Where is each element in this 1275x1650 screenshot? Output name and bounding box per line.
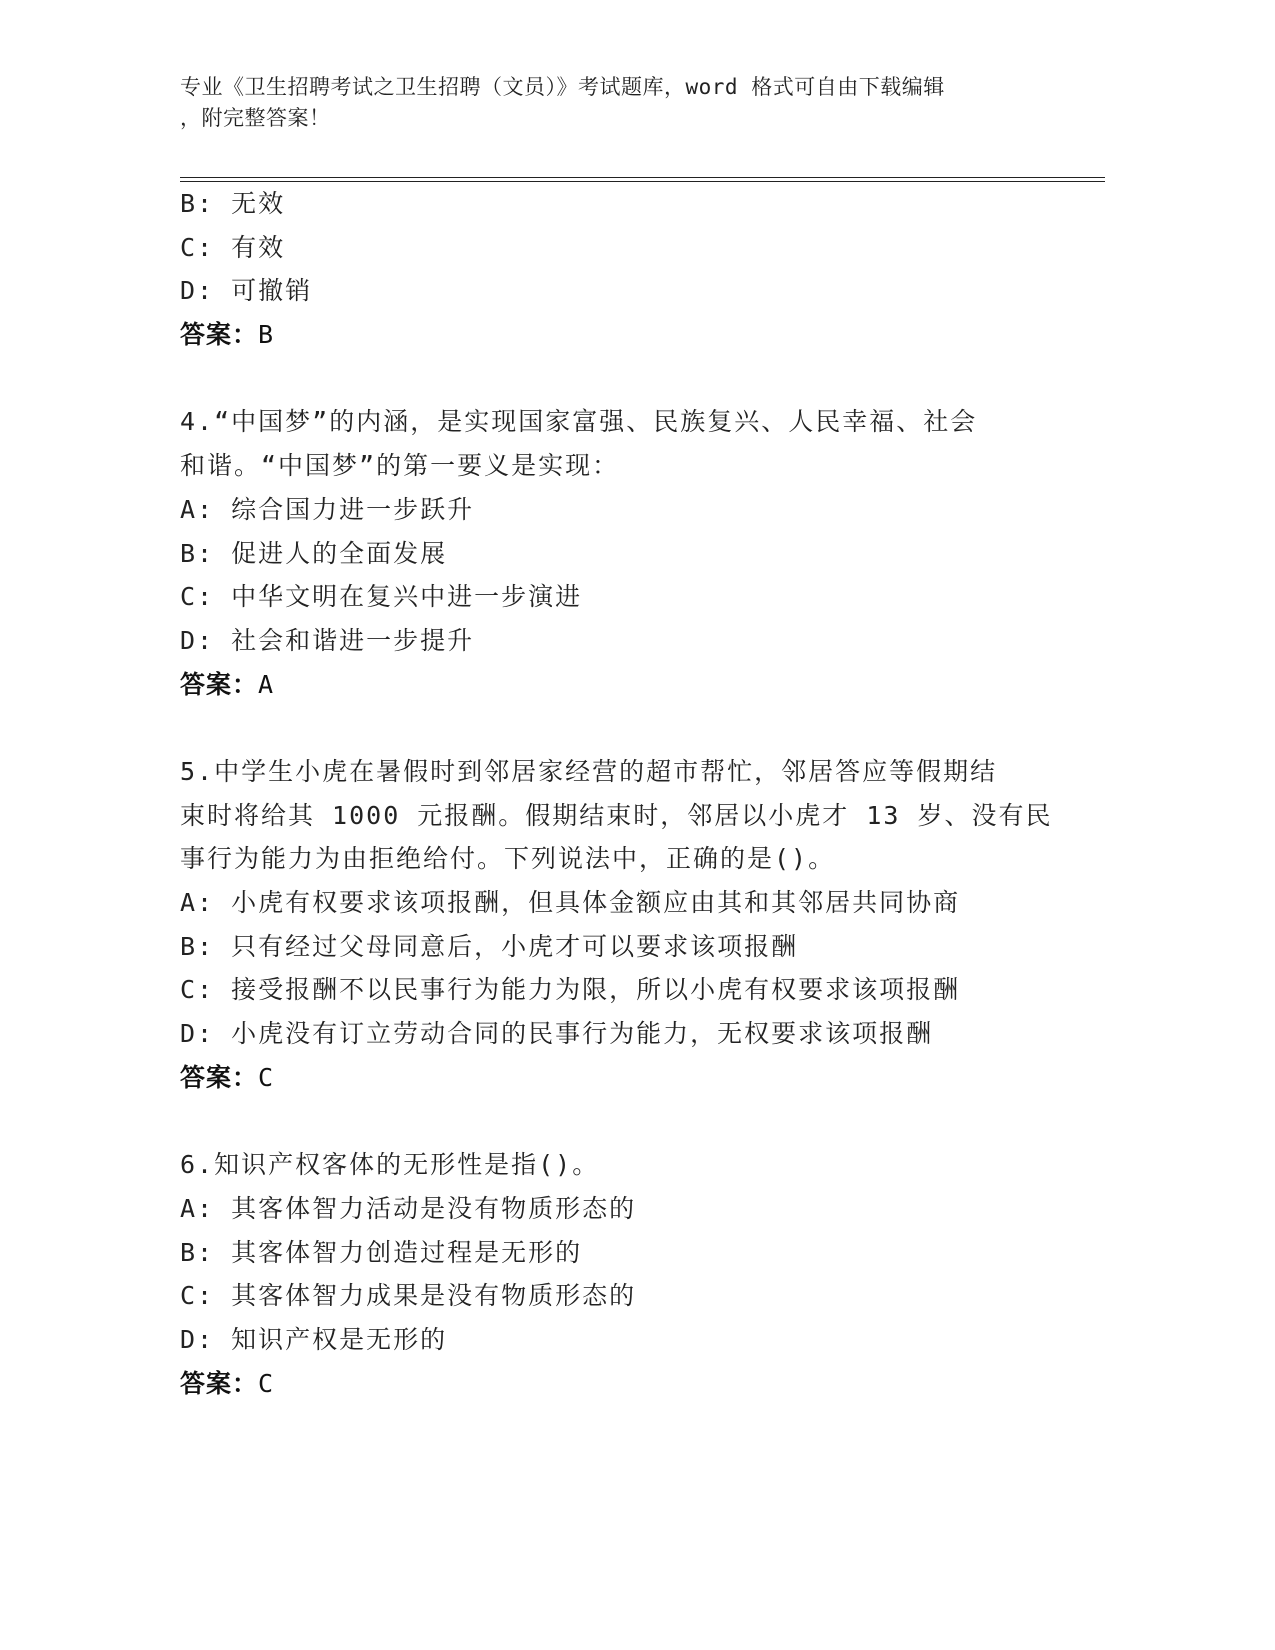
option-b: B: 促进人的全面发展	[180, 538, 448, 568]
option-a: A: 其客体智力活动是没有物质形态的	[180, 1193, 637, 1223]
option-a: A: 综合国力进一步跃升	[180, 494, 475, 524]
answer-line	[180, 313, 1060, 357]
option-d: D: 知识产权是无形的	[180, 1324, 448, 1354]
option-d: D: 社会和谐进一步提升	[180, 625, 475, 655]
option-b: B: 其客体智力创造过程是无形的	[180, 1237, 583, 1267]
option-d: D: 可撤销	[180, 276, 313, 306]
question-list	[180, 182, 1060, 1405]
option-c: C: 接受报酬不以民事行为能力为限，所以小虎有权要求该项报酬	[180, 975, 961, 1005]
answer-label: 答案：	[180, 669, 259, 699]
spacer	[180, 357, 1060, 401]
answer-value: C	[258, 1368, 274, 1398]
question-stem-line: 6.知识产权客体的无形性是指()。	[180, 1150, 600, 1180]
answer-label: 答案：	[180, 1062, 259, 1092]
option-d: D: 小虎没有订立劳动合同的民事行为能力，无权要求该项报酬	[180, 1019, 934, 1049]
spacer	[180, 706, 1060, 750]
answer-value: B	[258, 320, 274, 350]
option-c: C: 中华文明在复兴中进一步演进	[180, 582, 583, 612]
question-stem-line: 5.中学生小虎在暑假时到邻居家经营的超市帮忙，邻居答应等假期结	[180, 756, 998, 786]
question-stem-line: 事行为能力为由拒绝给付。下列说法中，正确的是()。	[180, 844, 836, 874]
question-6	[180, 1143, 1060, 1405]
spacer	[180, 1099, 1060, 1143]
option-c: C: 其客体智力成果是没有物质形态的	[180, 1281, 637, 1311]
answer-line	[180, 1056, 1060, 1100]
option-b: B: 只有经过父母同意后，小虎才可以要求该项报酬	[180, 931, 799, 961]
answer-value: C	[258, 1062, 274, 1092]
question-stem-line: 束时将给其 1000 元报酬。假期结束时，邻居以小虎才 13 岁、没有民	[180, 800, 1053, 830]
option-b: B: 无效	[180, 189, 286, 218]
page-header	[180, 72, 1060, 134]
question-stem-line: 和谐。“中国梦”的第一要义是实现：	[180, 451, 620, 481]
option-c: C: 有效	[180, 232, 286, 262]
question-4	[180, 400, 1060, 706]
answer-line	[180, 1362, 1060, 1406]
answer-line	[180, 663, 1060, 707]
header-line-2: ，附完整答案！	[180, 106, 331, 130]
option-a: A: 小虎有权要求该项报酬，但具体金额应由其和其邻居共同协商	[180, 888, 961, 917]
question-3-partial	[180, 182, 1060, 357]
header-line-1: 专业《卫生招聘考试之卫生招聘（文员）》考试题库，word 格式可自由下载编辑	[180, 75, 945, 99]
answer-value: A	[258, 669, 274, 699]
answer-label: 答案：	[180, 1368, 259, 1398]
question-stem-line: 4.“中国梦”的内涵，是实现国家富强、民族复兴、人民幸福、社会	[180, 407, 978, 437]
question-5	[180, 750, 1060, 1100]
answer-label: 答案：	[180, 320, 259, 350]
